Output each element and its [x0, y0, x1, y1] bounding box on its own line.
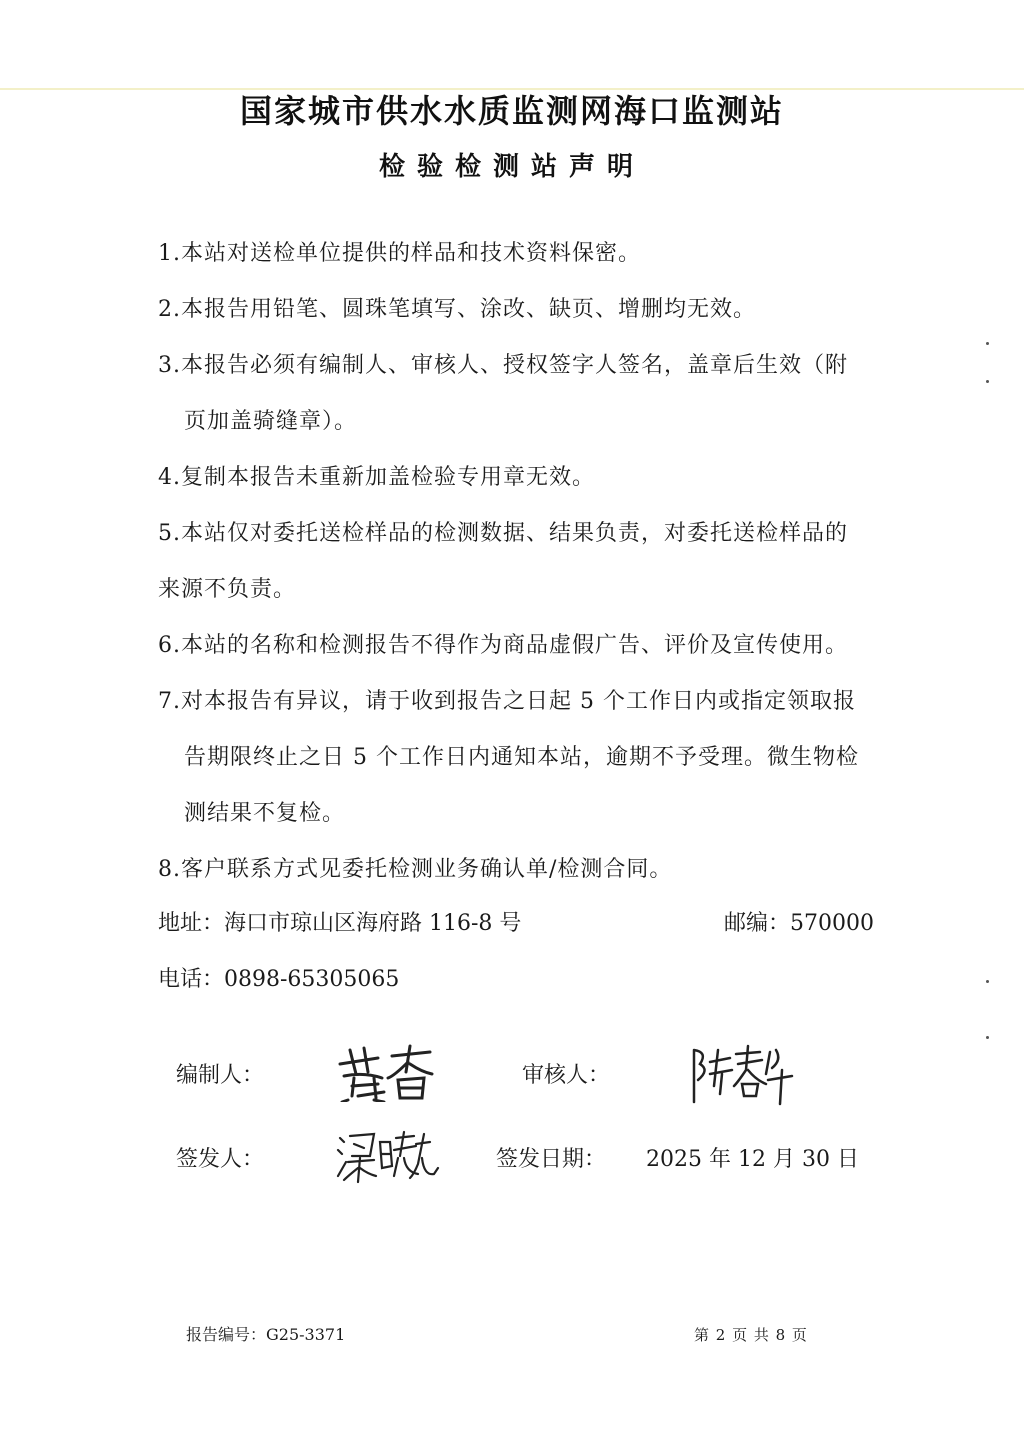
statement-line: 测结果不复检。 [184, 801, 346, 826]
statement-line: 页加盖骑缝章）。 [184, 409, 358, 434]
statement-item [158, 338, 882, 450]
statement-line: 6.本站的名称和检测报告不得作为商品虚假广告、评价及宣传使用。 [158, 633, 848, 658]
statement-line: 2.本报告用铅笔、圆珠笔填写、涂改、缺页、增删均无效。 [158, 297, 756, 322]
statement-line: 8.客户联系方式见委托检测业务确认单/检测合同。 [158, 857, 673, 882]
statement-line: 告期限终止之日 5 个工作日内通知本站，逾期不予受理。微生物检 [184, 745, 859, 770]
postcode-text: 邮编：570000 [724, 911, 874, 936]
address-text: 地址：海口市琼山区海府路 116-8 号 [158, 911, 522, 936]
scan-speck [986, 1036, 989, 1039]
reviewer-signature [686, 1040, 796, 1110]
statement-line: 5.本站仅对委托送检样品的检测数据、结果负责，对委托送检样品的 [158, 521, 848, 546]
statement-line: 3.本报告必须有编制人、审核人、授权签字人签名，盖章后生效（附 [158, 353, 848, 378]
statement-list [158, 226, 882, 898]
report-number: 报告编号：G25-3371 [186, 1325, 346, 1344]
scan-speck [986, 980, 989, 983]
statement-item [158, 450, 882, 506]
compiler-label: 编制人： [176, 1063, 265, 1088]
compiler-signature [334, 1042, 444, 1106]
scan-speck [986, 380, 989, 383]
statement-item [158, 282, 882, 338]
statement-item [158, 674, 882, 842]
reviewer-label: 审核人： [522, 1063, 611, 1088]
issuer-label: 签发人： [176, 1147, 265, 1172]
issuer-signature [334, 1128, 440, 1190]
statement-item [158, 842, 882, 898]
phone-text: 电话：0898-65305065 [158, 967, 400, 992]
statement-item [158, 618, 882, 674]
statement-line: 4.复制本报告未重新加盖检验专用章无效。 [158, 465, 595, 490]
statement-line: 1.本站对送检单位提供的样品和技术资料保密。 [158, 241, 641, 266]
issue-date-label: 签发日期： [496, 1147, 607, 1172]
issue-date: 2025 年 12 月 30 日 [646, 1147, 859, 1172]
statement-item [158, 506, 882, 618]
statement-line: 来源不负责。 [158, 577, 297, 602]
page-subtitle: 检验检测站声明 [378, 152, 645, 182]
page-title: 国家城市供水水质监测网海口监测站 [239, 92, 784, 130]
scan-speck [986, 342, 989, 345]
statement-item [158, 226, 882, 282]
address-row [158, 904, 874, 944]
statement-line: 7.对本报告有异议，请于收到报告之日起 5 个工作日内或指定领取报 [158, 689, 856, 714]
page-info: 第 2 页 共 8 页 [694, 1326, 808, 1344]
